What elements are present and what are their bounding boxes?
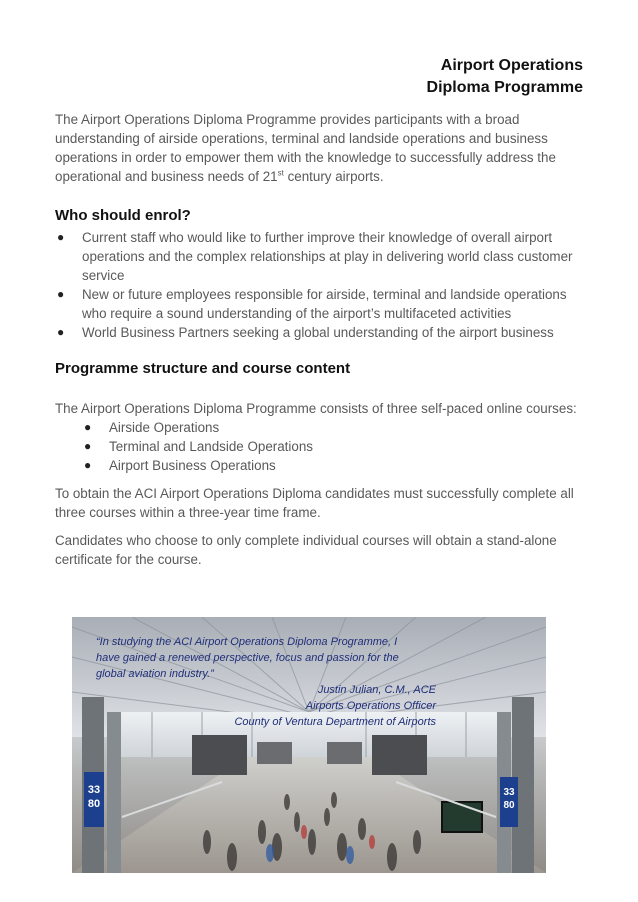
- list-item: [55, 285, 587, 323]
- intro-paragraph: [55, 110, 587, 186]
- bullet-icon: ●: [84, 439, 92, 453]
- quote-author-role: Airports Operations Officer: [305, 700, 436, 712]
- right-sign-top: 33: [503, 787, 515, 798]
- course-name: Terminal and Landside Operations: [109, 439, 313, 454]
- intro-text: The Airport Operations Diploma Programme provides participants with a broad understanding of airside operations, terminal and landside operations and business operations in order to empower them with the knowledge to successfully address the operational and business needs of 21: [55, 112, 556, 184]
- who-heading: Who should enrol?: [55, 207, 191, 224]
- list-item: [55, 437, 587, 456]
- bullet-icon: ●: [57, 230, 65, 244]
- left-sign-top: 33: [87, 784, 101, 796]
- who-list: [55, 228, 587, 342]
- list-item: [55, 418, 587, 437]
- list-item: [55, 228, 587, 285]
- intro-text-end: century airports.: [283, 169, 384, 184]
- quote-author-org: County of Ventura Department of Airports: [234, 716, 436, 728]
- testimonial-quote: [96, 634, 436, 730]
- quote-text: “In studying the ACI Airport Operations Diploma Programme, I have gained a renewed perspective, focus and passion for the global aviation industry.”: [96, 636, 399, 680]
- completion-paragraph: To obtain the ACI Airport Operations Diploma candidates must successfully complete all three courses within a three-year time frame.: [55, 486, 574, 520]
- list-item-text: Current staff who would like to further improve their knowledge of overall airport operations and the complex relationships at play in delivering world class customer service: [82, 230, 573, 283]
- title-line-1: Airport Operations: [440, 57, 583, 74]
- standalone-paragraph: Candidates who choose to only complete individual courses will obtain a stand-alone certificate for the course.: [55, 533, 557, 567]
- page-title: [427, 55, 583, 99]
- bullet-icon: ●: [84, 458, 92, 472]
- left-sign-bottom: 80: [87, 798, 101, 810]
- programme-heading: Programme structure and course content: [55, 360, 351, 377]
- list-item-text: World Business Partners seeking a global understanding of the airport business: [82, 325, 554, 340]
- course-list: [55, 418, 587, 475]
- bullet-icon: ●: [84, 420, 92, 434]
- bullet-icon: ●: [57, 325, 65, 339]
- quote-author-name: Justin Julian, C.M., ACE: [317, 684, 436, 696]
- bullet-icon: ●: [57, 287, 65, 301]
- intro-superscript: st: [277, 168, 284, 178]
- programme-lead: The Airport Operations Diploma Programme consists of three self-paced online courses:: [55, 401, 577, 416]
- title-line-2: Diploma Programme: [426, 79, 583, 96]
- right-sign-bottom: 80: [503, 800, 515, 811]
- list-item: [55, 323, 587, 342]
- course-name: Airport Business Operations: [109, 458, 276, 473]
- main-content: [55, 110, 587, 569]
- course-name: Airside Operations: [109, 420, 220, 435]
- list-item-text: New or future employees responsible for airside, terminal and landside operations who require a sound understanding of the airport’s multifaceted activities: [82, 287, 567, 321]
- list-item: [55, 456, 587, 475]
